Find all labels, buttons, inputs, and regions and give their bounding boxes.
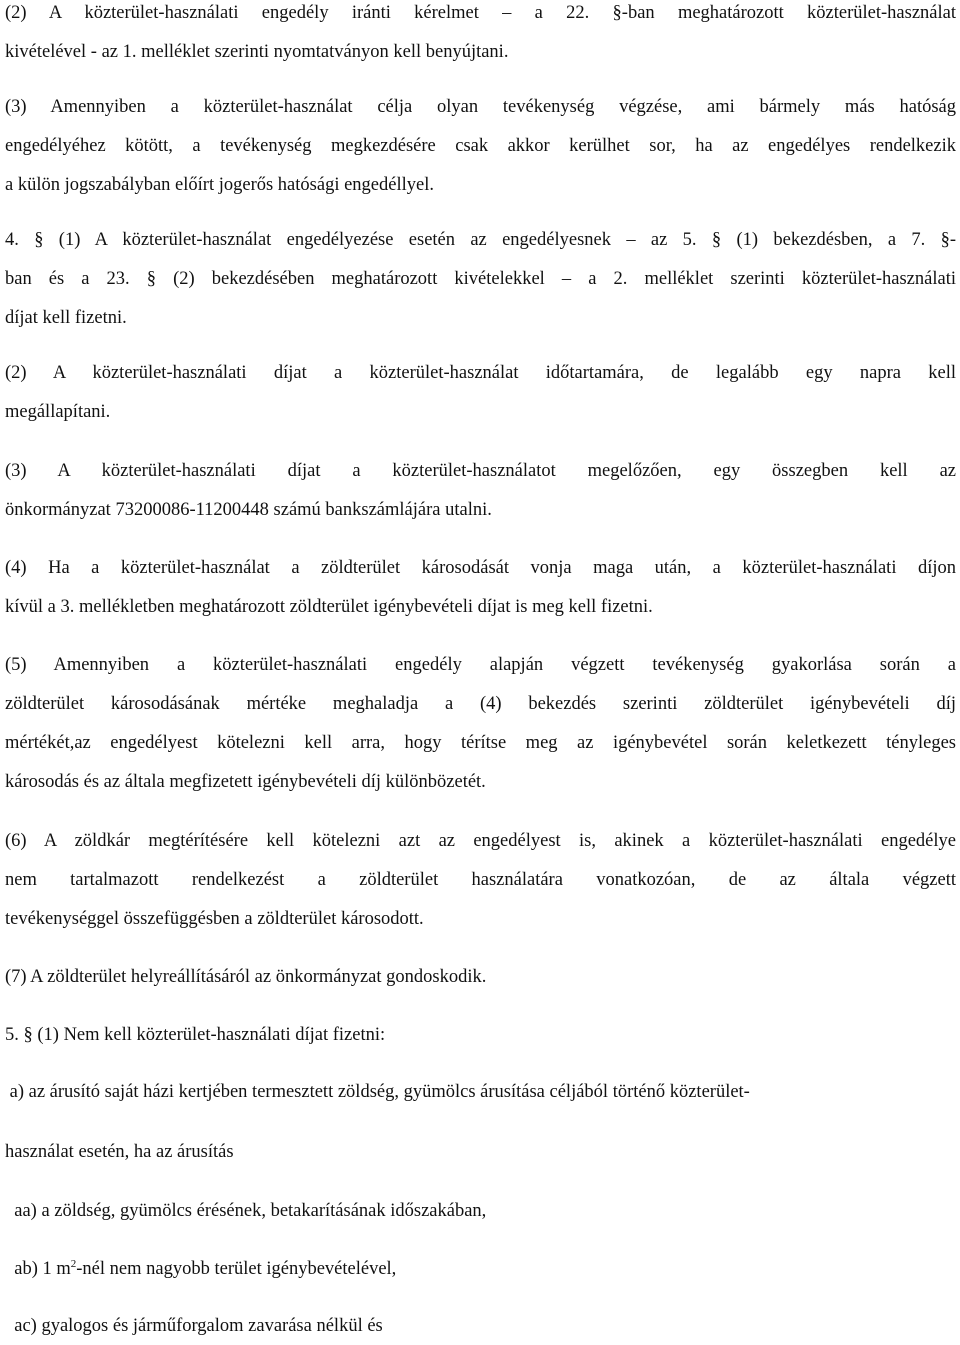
text-line: engedélyéhez kötött, a tevékenység megkezdésére csak akkor kerülhet sor, ha az engedélyes rendelkezik [5,136,956,156]
text-line: zöldterület károsodásának mértéke meghaladja a (4) bekezdés szerinti zöldterület igénybevételi díj [5,694,956,714]
text-fragment: ab) 1 m [5,1259,71,1279]
text-line: kivételével - az 1. melléklet szerinti nyomtatványon kell benyújtani. [5,42,509,62]
text-line: károsodás és az általa megfizetett igénybevételi díj különbözetét. [5,772,486,792]
text-line: használat esetén, ha az árusítás [5,1142,234,1162]
text-line: (2) A közterület-használati díjat a közterület-használat időtartamára, de legalább egy napra kell [5,363,956,383]
text-line: nem tartalmazott rendelkezést a zöldterület használatára vonatkozóan, de az általa végzett [5,870,956,890]
text-line: (3) A közterület-használati díjat a közterület-használatot megelőzően, egy összegben kell az [5,461,956,481]
text-line: a külön jogszabályban előírt jogerős hatósági engedéllyel. [5,175,434,195]
text-line: ac) gyalogos és járműforgalom zavarása nélkül és [5,1316,383,1336]
text-line: (2) A közterület-használati engedély iránti kérelmet – a 22. §-ban meghatározott közterület-használat [5,3,956,23]
text-line: a) az árusító saját házi kertjében termesztett zöldség, gyümölcs árusítása céljából történő közterület- [5,1082,750,1102]
superscript: 2 [70,1257,77,1270]
text-line: mértékét,az engedélyest kötelezni kell arra, hogy térítse meg az igénybevétel során keletkezett tényleges [5,733,956,753]
text-fragment: -nél nem nagyobb terület igénybevételével, [76,1259,397,1279]
text-line: 4. § (1) A közterület-használat engedélyezése esetén az engedélyesnek – az 5. § (1) bekezdésben, a 7. §- [5,230,956,250]
text-line: díjat kell fizetni. [5,308,127,328]
text-line: 5. § (1) Nem kell közterület-használati díjat fizetni: [5,1025,386,1045]
text-line: (5) Amennyiben a közterület-használati engedély alapján végzett tevékenység gyakorlása során a [5,655,956,675]
text-line: (3) Amennyiben a közterület-használat célja olyan tevékenység végzése, ami bármely más hatóság [5,97,956,117]
text-line: (4) Ha a közterület-használat a zöldterület károsodását vonja maga után, a közterület-használati díjon [5,558,956,578]
text-line: ban és a 23. § (2) bekezdésében meghatározott kivételekkel – a 2. melléklet szerinti közterület-használati [5,269,956,289]
text-line: (6) A zöldkár megtérítésére kell kötelezni azt az engedélyest is, akinek a közterület-használati engedélye [5,831,956,851]
text-line: kívül a 3. mellékletben meghatározott zöldterület igénybevételi díjat is meg kell fizetni. [5,597,653,617]
text-line: önkormányzat 73200086-11200448 számú bankszámlájára utalni. [5,500,492,520]
text-line: aa) a zöldség, gyümölcs érésének, betakarításának időszakában, [5,1201,487,1221]
text-line: tevékenységgel összefüggésben a zöldterület károsodott. [5,909,424,929]
text-line: megállapítani. [5,402,111,422]
text-line [5,1258,956,1280]
text-line: (7) A zöldterület helyreállításáról az önkormányzat gondoskodik. [5,967,487,987]
